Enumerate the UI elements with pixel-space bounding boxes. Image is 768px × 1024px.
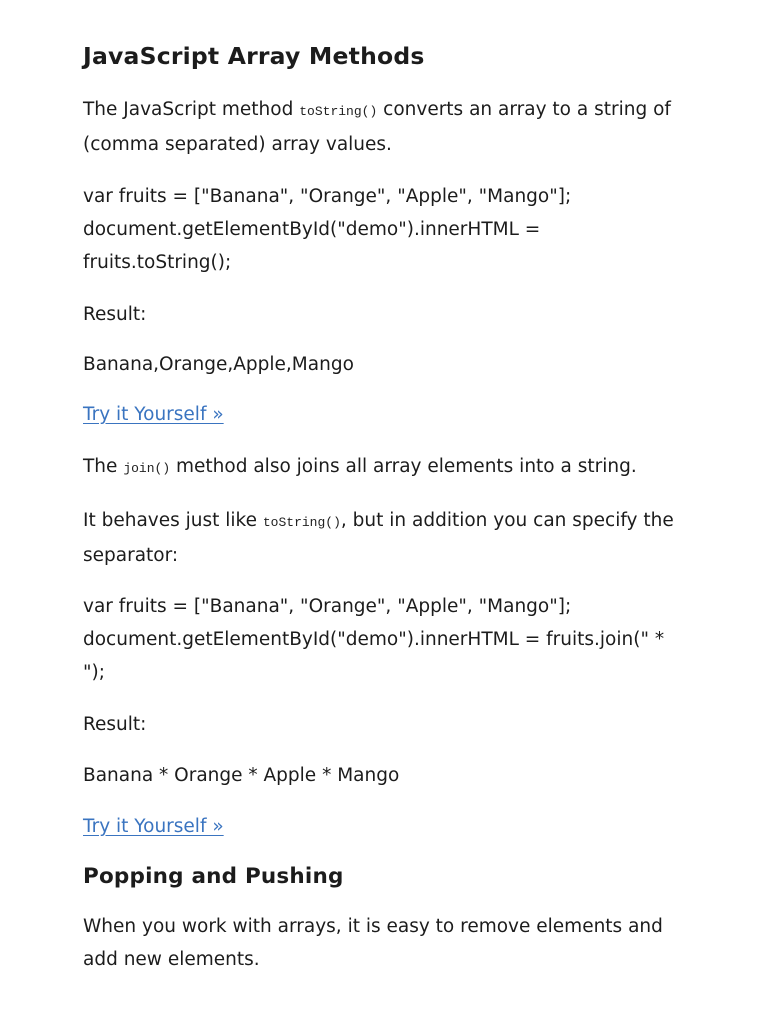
join-text-before: The xyxy=(83,456,118,477)
try-it-yourself-link-2[interactable]: Try it Yourself » xyxy=(83,816,224,837)
join-text-after: method also joins all array elements into a string. xyxy=(176,456,637,477)
code-line: document.getElementById("demo").innerHTML = fruits.join(" * xyxy=(83,629,665,650)
join-code: join() xyxy=(123,461,171,476)
section-paragraph: When you work with arrays, it is easy to remove elements and add new elements. xyxy=(83,916,663,970)
try-link-wrapper-2 xyxy=(83,810,693,843)
code-example-1 xyxy=(83,180,693,279)
intro-paragraph xyxy=(83,93,693,161)
behaves-paragraph xyxy=(83,504,693,572)
intro-text-before: The JavaScript method xyxy=(83,99,294,120)
try-it-yourself-link-1[interactable]: Try it Yourself » xyxy=(83,404,224,425)
try-link-wrapper-1 xyxy=(83,398,693,431)
join-intro-paragraph xyxy=(83,450,693,485)
intro-text-after: converts an array to a string of (comma separated) array values. xyxy=(83,99,671,155)
result-label-1: Result: xyxy=(83,304,147,325)
page-title: JavaScript Array Methods xyxy=(83,42,425,70)
section-heading: Popping and Pushing xyxy=(83,864,344,889)
code-example-2 xyxy=(83,590,693,689)
tostring-code-2: toString() xyxy=(262,515,341,530)
behaves-text-before: It behaves just like xyxy=(83,510,257,531)
code-line: fruits.toString(); xyxy=(83,252,232,273)
tostring-code: toString() xyxy=(299,104,378,119)
result-value-2: Banana * Orange * Apple * Mango xyxy=(83,765,400,786)
code-line: document.getElementById("demo").innerHTML = xyxy=(83,219,541,240)
result-value-1: Banana,Orange,Apple,Mango xyxy=(83,354,354,375)
code-line: var fruits = ["Banana", "Orange", "Apple", "Mango"]; xyxy=(83,186,572,207)
behaves-text-after: , but in addition you can specify the separator: xyxy=(83,510,674,566)
code-line: var fruits = ["Banana", "Orange", "Apple", "Mango"]; xyxy=(83,596,572,617)
code-line: "); xyxy=(83,662,105,683)
result-label-2: Result: xyxy=(83,714,147,735)
